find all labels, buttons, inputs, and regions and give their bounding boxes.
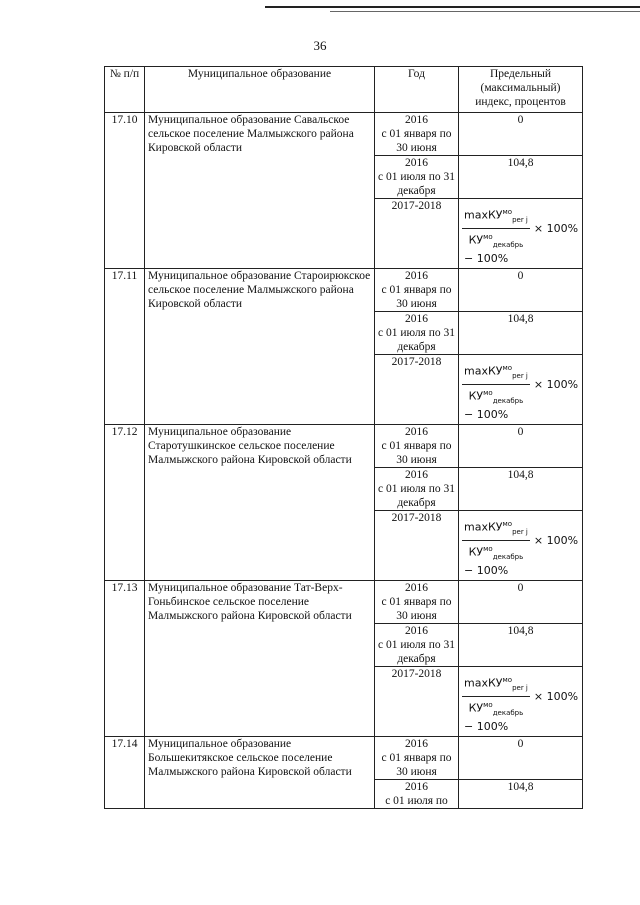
- index-cell: [459, 269, 583, 312]
- formula-denominator-sub: декабрь: [492, 240, 524, 249]
- municipality-name: Муниципальное образование Большекитякское сельское поселение Малмыжского района Кировской области: [145, 737, 375, 809]
- period-cell: [375, 355, 459, 425]
- tariff-table: [104, 66, 583, 809]
- formula-numerator: [462, 673, 530, 697]
- period-range: с 01 января по 30 июня: [381, 128, 452, 154]
- index-cell: [459, 780, 583, 809]
- index-formula: [462, 669, 579, 734]
- index-cell: [459, 624, 583, 667]
- formula-numerator-sub: per j: [512, 528, 528, 536]
- index-cell: [459, 667, 583, 737]
- municipality-name: Муниципальное образование Савальское сельское поселение Малмыжского района Кировской области: [145, 113, 375, 269]
- formula-numerator-sub: per j: [512, 684, 528, 692]
- formula-fraction: [462, 361, 530, 408]
- period-year: 2016: [405, 582, 428, 594]
- period-year: 2016: [405, 469, 428, 481]
- formula-numerator: [462, 517, 530, 541]
- formula-numerator-base: maxКУ: [464, 520, 503, 534]
- row-number: 17.10: [105, 113, 145, 269]
- formula-numerator: [462, 205, 530, 229]
- row-number: 17.14: [105, 737, 145, 809]
- formula-numerator-base: maxКУ: [464, 676, 503, 690]
- formula-denominator-base: КУ: [468, 701, 484, 715]
- formula-minus: − 100%: [464, 563, 509, 577]
- period-cell: [375, 468, 459, 511]
- formula-times: × 100%: [533, 689, 579, 703]
- formula-fraction: [462, 205, 530, 252]
- table-header-row: [105, 67, 583, 113]
- period-range: с 01 июля по 31 декабря: [378, 639, 455, 665]
- period-year: 2016: [405, 426, 428, 438]
- formula-times: × 100%: [533, 533, 579, 547]
- index-value: 104,8: [507, 313, 534, 325]
- municipality-name: Муниципальное образование Тат-Верх-Гоньбинское сельское поселение Малмыжского района Кировской области: [145, 581, 375, 737]
- index-cell: [459, 199, 583, 269]
- index-value: 0: [517, 270, 524, 282]
- formula-denominator: [467, 385, 526, 408]
- period-year: 2017-2018: [391, 356, 442, 368]
- index-value: 0: [517, 426, 524, 438]
- period-range: с 01 января по 30 июня: [381, 752, 452, 778]
- formula-denominator-sup: мо: [483, 389, 493, 397]
- formula-times: × 100%: [533, 377, 579, 391]
- period-cell: [375, 269, 459, 312]
- period-year: 2016: [405, 114, 428, 126]
- formula-denominator-base: КУ: [468, 233, 484, 247]
- period-cell: [375, 780, 459, 809]
- index-cell: [459, 581, 583, 624]
- period-year: 2017-2018: [391, 668, 442, 680]
- index-cell: [459, 511, 583, 581]
- formula-denominator-sup: мо: [483, 701, 493, 709]
- period-cell: [375, 737, 459, 780]
- formula-denominator: [467, 697, 526, 720]
- period-year: 2017-2018: [391, 512, 442, 524]
- period-year: 2016: [405, 157, 428, 169]
- formula-numerator-sub: per j: [512, 216, 528, 224]
- formula-numerator-sub: per j: [512, 372, 528, 380]
- table-row: [105, 113, 583, 156]
- formula-numerator-base: maxКУ: [464, 364, 503, 378]
- period-cell: [375, 113, 459, 156]
- formula-fraction: [462, 673, 530, 720]
- index-cell: [459, 468, 583, 511]
- formula-numerator-sup: мо: [502, 208, 513, 217]
- index-cell: [459, 312, 583, 355]
- period-range: с 01 июля по: [385, 795, 448, 807]
- period-range: с 01 января по 30 июня: [381, 284, 452, 310]
- period-range: с 01 января по 30 июня: [381, 596, 452, 622]
- index-formula: [462, 357, 579, 422]
- row-number: 17.13: [105, 581, 145, 737]
- period-year: 2016: [405, 625, 428, 637]
- header-rule-thin: [330, 11, 640, 12]
- table-row: [105, 581, 583, 624]
- period-year: 2016: [405, 738, 428, 750]
- formula-minus: − 100%: [464, 251, 509, 265]
- index-value: 0: [517, 738, 524, 750]
- index-cell: [459, 737, 583, 780]
- formula-minus: − 100%: [464, 719, 509, 733]
- index-cell: [459, 425, 583, 468]
- col-header-municipality: Муниципальное образование: [145, 67, 375, 113]
- index-cell: [459, 156, 583, 199]
- period-cell: [375, 425, 459, 468]
- header-rule: [265, 6, 640, 8]
- index-formula: [462, 513, 579, 578]
- formula-numerator-sup: мо: [502, 676, 513, 685]
- table-row: [105, 269, 583, 312]
- formula-numerator-base: maxКУ: [464, 208, 503, 222]
- formula-numerator-sup: мо: [502, 364, 513, 373]
- period-cell: [375, 667, 459, 737]
- index-value: 104,8: [507, 781, 534, 793]
- index-value: 104,8: [507, 625, 534, 637]
- formula-denominator-sub: декабрь: [492, 552, 524, 561]
- municipality-name: Муниципальное образование Староирюкское сельское поселение Малмыжского района Кировской области: [145, 269, 375, 425]
- index-value: 104,8: [507, 469, 534, 481]
- period-range: с 01 января по 30 июня: [381, 440, 452, 466]
- formula-denominator-sub: декабрь: [492, 396, 524, 405]
- index-value: 0: [517, 582, 524, 594]
- formula-numerator-sup: мо: [502, 520, 513, 529]
- period-year: 2016: [405, 270, 428, 282]
- formula-denominator-sup: мо: [483, 545, 493, 553]
- formula-denominator: [467, 229, 526, 252]
- formula-numerator: [462, 361, 530, 385]
- period-cell: [375, 581, 459, 624]
- col-header-num: № п/п: [105, 67, 145, 113]
- formula-fraction: [462, 517, 530, 564]
- period-year: 2017-2018: [391, 200, 442, 212]
- period-cell: [375, 312, 459, 355]
- period-range: с 01 июля по 31 декабря: [378, 171, 455, 197]
- row-number: 17.12: [105, 425, 145, 581]
- index-value: 0: [517, 114, 524, 126]
- period-cell: [375, 511, 459, 581]
- formula-denominator: [467, 541, 526, 564]
- period-cell: [375, 199, 459, 269]
- period-year: 2016: [405, 313, 428, 325]
- col-header-index: Предельный (максимальный) индекс, процентов: [459, 67, 583, 113]
- formula-denominator-sub: декабрь: [492, 708, 524, 717]
- page-number: 36: [313, 38, 327, 53]
- index-cell: [459, 113, 583, 156]
- period-range: с 01 июля по 31 декабря: [378, 327, 455, 353]
- period-cell: [375, 156, 459, 199]
- index-value: 104,8: [507, 157, 534, 169]
- period-range: с 01 июля по 31 декабря: [378, 483, 455, 509]
- formula-minus: − 100%: [464, 407, 509, 421]
- col-header-year: Год: [375, 67, 459, 113]
- index-formula: [462, 201, 579, 266]
- table-row: [105, 425, 583, 468]
- formula-denominator-base: КУ: [468, 545, 484, 559]
- period-cell: [375, 624, 459, 667]
- formula-denominator-base: КУ: [468, 389, 484, 403]
- index-cell: [459, 355, 583, 425]
- formula-denominator-sup: мо: [483, 233, 493, 241]
- municipality-name: Муниципальное образование Старотушкинское сельское поселение Малмыжского района Кировской области: [145, 425, 375, 581]
- period-year: 2016: [405, 781, 428, 793]
- table-row: [105, 737, 583, 780]
- row-number: 17.11: [105, 269, 145, 425]
- formula-times: × 100%: [533, 221, 579, 235]
